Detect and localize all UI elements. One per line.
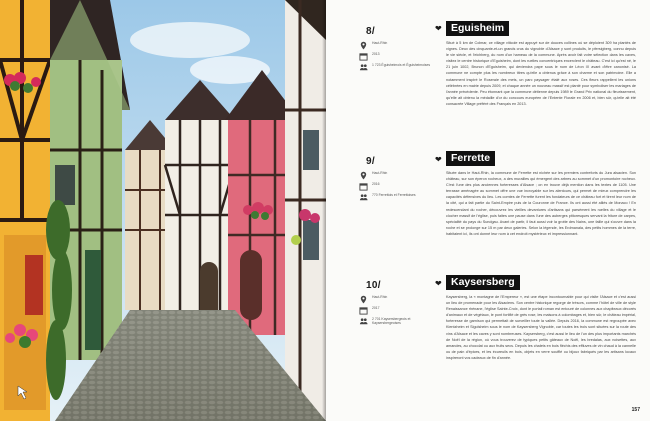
- text-page: [326, 0, 650, 421]
- calendar-icon: [359, 306, 368, 315]
- heart-icon: ❤: [435, 279, 442, 288]
- entry-region: Haut-Rhin: [372, 171, 388, 175]
- entry-year: 2016: [372, 182, 380, 186]
- entry-number: 9/: [366, 156, 375, 167]
- entry-population: 1 723 Éguisheimois et Éguisheimoises: [372, 63, 431, 67]
- page-number: 157: [631, 407, 640, 413]
- entry-meta: [359, 41, 439, 74]
- map-pin-icon: [359, 171, 368, 180]
- entry-year: 2013: [372, 52, 380, 56]
- calendar-icon: [359, 182, 368, 191]
- entry-meta: [359, 295, 439, 328]
- entry-title: Eguisheim: [446, 21, 509, 36]
- heart-icon: ❤: [435, 155, 442, 164]
- entry-number: 10/: [366, 280, 381, 291]
- entry-year: 2017: [372, 306, 380, 310]
- entry-region: Haut-Rhin: [372, 295, 388, 299]
- calendar-icon: [359, 52, 368, 61]
- entry-region: Haut-Rhin: [372, 41, 388, 45]
- people-icon: [359, 193, 368, 202]
- entry-number: 8/: [366, 26, 375, 37]
- entry-body: Situé à 5 km de Colmar, ce village viticole est appuyé sur de douces collines où se déploient 309 ha plantés de vignes. Deux des cinquante-et-un grands crus du vignoble d'Alsace y sont produits, le pfersigberg, connu depuis le vie siècle, et l'eichberg, du nom d'un hameau de la commune. Après avoir fait votre sélection dans les caves, visitez le centre historique d'Eguisheim, dont les ruelles concentriques encerclent le château. C'est ici qu'est né, le 21 juin 1002, Brunon d'Eguisheim, qui deviendra pape sous le nom de Léon IX avant d'être canonisé. La commune ne compte plus les nombreux titres qu'elle a obtenus grâce à son charme et son patrimoine. Elle a notamment inspiré le Roseraie des mets, un parc paysager étalé aux roses. Ces fleurs rappellent les unions célébrées en mairie depuis 2009, et chaque année un nouveau massif est planté pour symboliser les mariages de l'année précédente. Peu étonnant que la commune détienne depuis 1989 le Grand Prix national du fleurissement, qu'elle ait obtenu la médaille d'or du concours européen de l'Entente Florale en 2006 et, bien sûr, qu'elle ait été consacrée Village préféré des Français en 2013.: [446, 41, 636, 106]
- entry-meta: [359, 171, 439, 204]
- entry-body: Située dans le Haut-Rhin, la commune de Ferrette est nichée sur les premiers contreforts du Jura alsacien. Son château, sur son éperon rocheux, a des murailles qui émergent des arbres au sommet d'un promontoire rocheux. C'est l'une des plus anciennes forteresses d'Alsace ; on en trouve déjà mention dans les textes de 1105. Une terrasse aménagée au sommet offre une vue incroyable sur les alentours, qui permet de mieux comprendre les capacités défensives du lieu. Les comtes de Ferrette furent les fondateurs de ce château fort et tirent leur nom de la cité, qui a fait partie du Saint-Empire puis de la Couronne de France. Ils ont aussi été alliés de Monaco ! En redescendant du rocher, découvrez les vieilles devantures d'artisans qui parsèment les ruelles du village et le clocher massif de l'église, puis faites une pause dans l'une des auberges pittoresques servant la friture de carpes, spécialité du pays du Sundgau. Avant de partir, il faut aussi voir la grotte des Nains, une faille qui s'ouvre dans la roche et se prolonge sur 15 m par deux galeries. Selon la légende, les Erdmanala, des petits hommes de la terre, habitaient ici, ils ont donné leur nom à cet endroit mystérieux et impressionnant.: [446, 171, 636, 236]
- entry-title: Ferrette: [446, 151, 495, 166]
- map-pin-icon: [359, 41, 368, 50]
- people-icon: [359, 63, 368, 72]
- heart-icon: ❤: [435, 24, 442, 33]
- entry-population: 2 701 Kaysersbergeois et Kaysersbergeoises: [372, 317, 411, 326]
- entry-title: Kaysersberg: [446, 275, 520, 290]
- entry-population: 770 Ferrettois et Ferrettoises: [372, 193, 416, 197]
- entry-body: Kaysersberg, la « montagne de l'Empereur », est une étape incontournable pour qui visite l'Alsace et c'est aussi un lieu de promenade pour les Alsaciens. Son centre historique regorge de trésors, comme l'hôtel de ville de style Renaissance rhénane, l'église Sainte-Croix, dont le portail roman est entouré de colonnes aux chapiteaux décorés d'animaux et de végétaux, le pont fortifié de grès rose, les maisons à colombages et, bien sûr, le château impérial, forteresse de garnison qui permettait de surveiller toute la vallée. Depuis 2016, la commune est regroupée avec Kientzheim et Sigolsheim sous le nom de Kaysersberg Vignoble, car toutes les trois sont situées sur la route des vins d'Alsace et les caves y sont nombreuses. Kaysersberg, c'est aussi le lieu de l'un des plus importants marchés de Noël de la région, où vous trouverez de typiques petits gâteaux de Noël, les bredalas, aux noisettes, aux amandes, au chocolat ou aux fruits secs. Depuis les chalets en bois fléchis des effluves de vin chaud à la cannelle ou de pain d'épices, et les écureuils en bois, objets en verre soufflé ou bijoux fabriqués par les artisans locaux inspireront vos cadeaux de fin d'année.: [446, 295, 636, 360]
- people-icon: [359, 317, 368, 326]
- map-pin-icon: [359, 295, 368, 304]
